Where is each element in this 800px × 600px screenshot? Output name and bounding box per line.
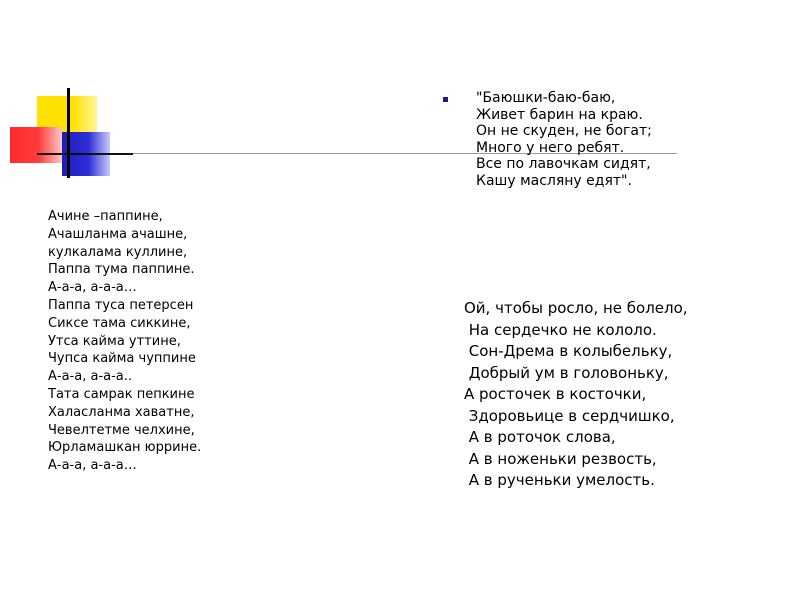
- wish-verse-text: [464, 298, 688, 492]
- text-line: А-а-а, а-а-а…: [48, 280, 137, 296]
- text-line: Сон-Дрема в колыбельку,: [464, 342, 673, 360]
- text-line: Чупса кайма чуппине: [48, 351, 196, 367]
- text-line: Чевелтетме челхине,: [48, 422, 195, 438]
- text-line: Паппа тума паппине.: [48, 262, 195, 278]
- red-square: [10, 127, 62, 163]
- text-line: Кашу масляну едят".: [476, 172, 632, 189]
- text-line: Ой, чтобы росло, не болело,: [464, 299, 688, 317]
- text-line: А росточек в косточки,: [464, 385, 647, 403]
- russian-lullaby-text: [476, 90, 652, 189]
- text-line: А в рученьки умелость.: [464, 471, 655, 489]
- text-line: А в роточок слова,: [464, 428, 616, 446]
- text-line: Он не скуден, не богат;: [476, 123, 652, 139]
- text-line: Много у него ребят.: [476, 139, 625, 156]
- text-line: "Баюшки-баю-баю,: [476, 90, 616, 106]
- chuvash-lullaby-text: [48, 208, 201, 475]
- text-line: Живет барин на краю.: [476, 106, 643, 123]
- text-line: Ачашланма ачашне,: [48, 226, 188, 242]
- text-line: А в ноженьки резвость,: [464, 449, 657, 468]
- vertical-divider: [67, 88, 70, 178]
- text-line: Здоровьице в сердчишко,: [464, 406, 675, 425]
- bullet-icon: [443, 97, 448, 102]
- horizontal-rule-accent: [37, 153, 133, 155]
- text-line: На сердечко не кололо.: [464, 320, 657, 339]
- text-line: Ачине –паппине,: [48, 209, 163, 224]
- text-line: Сиксе тама сиккине,: [48, 315, 191, 331]
- text-line: Юрламашкан юррине.: [48, 440, 202, 456]
- text-line: Халасланма хаватне,: [48, 404, 195, 420]
- text-line: Добрый ум в головоньку,: [464, 363, 669, 382]
- decorative-squares: [0, 0, 260, 190]
- text-line: А-а-а, а-а-а…: [48, 458, 137, 474]
- text-line: Утса кайма уттине,: [48, 333, 181, 349]
- text-line: кулкалама куллине,: [48, 244, 188, 260]
- text-line: Паппа туса петерсен: [48, 297, 194, 313]
- text-line: А-а-а, а-а-а..: [48, 369, 133, 385]
- text-line: Тата самрак пепкине: [48, 386, 195, 402]
- text-line: Все по лавочкам сидят,: [476, 156, 651, 172]
